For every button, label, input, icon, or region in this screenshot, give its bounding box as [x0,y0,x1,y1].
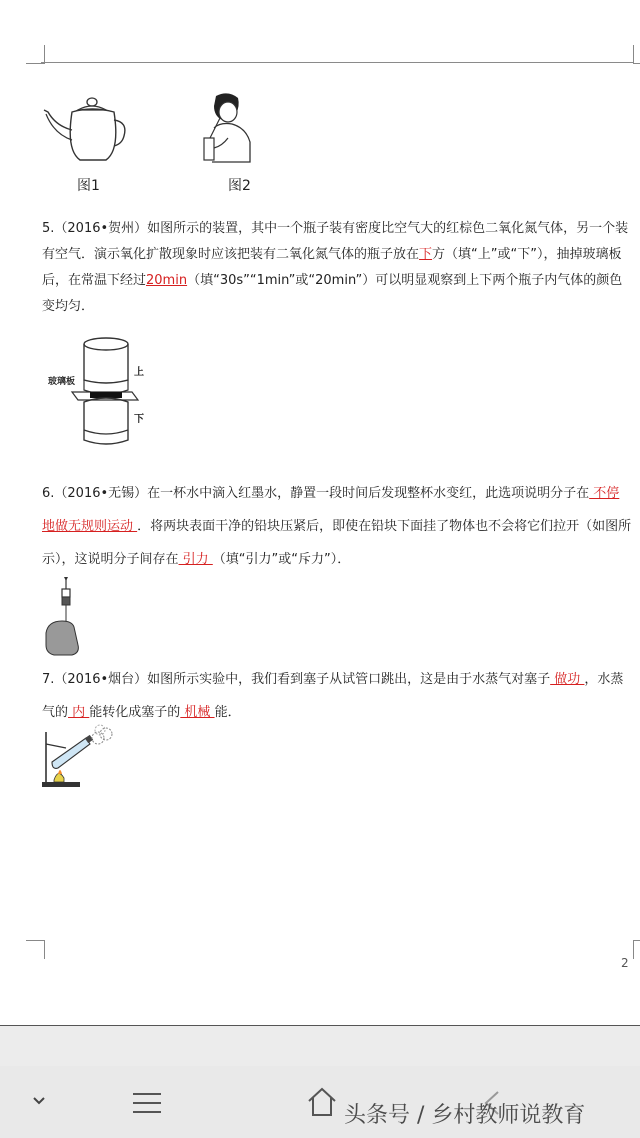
teapot-figure [42,92,128,164]
crop-mark-top-right [633,45,640,64]
boy-drinking-figure [198,92,256,164]
lead-blocks-diagram [42,575,88,657]
crop-mark-top-left [26,45,45,64]
question-6-text: 6.（2016•无锡）在一杯水中滴入红墨水，静置一段时间后发现整杯水变红，此选项说明分子在 不停地做无规则运动 ．将两块表面干净的铅块压紧后，即使在铅块下面挂了物体也不会将它们拉开（如图所示），这说明分子间存在 引力 （填“引力”或“斥力”）． [42,486,632,567]
question-7-text: 7.（2016•烟台）如图所示实验中，我们看到塞子从试管口跳出，这是由于水蒸气对塞子 做功 ，水蒸气的 内 能转化成塞子的 机械 能． [42,672,624,720]
two-jars-diagram [46,334,156,454]
test-tube-diagram [42,724,116,788]
glass-plate-label: 玻璃板 [48,377,76,387]
q5-answer-1: 下 [419,247,433,262]
home-icon[interactable] [306,1086,338,1118]
chevron-down-icon[interactable] [32,1096,46,1106]
question-5-text: 5.（2016•贺州）如图所示的装置，其中一个瓶子装有密度比空气大的红棕色二氧化氮气体，另一个装有空气．演示氧化扩散现象时应该把装有二氧化氮气体的瓶子放在下方（填“上”或“下”），抽掉玻璃板后，在常温下经过20min（填“30s”“1min”或“20min”）可以明显观察到上下两个瓶子内气体的颜色变均匀． [42,221,629,314]
header-rule [41,62,633,63]
lower-label: 下 [134,414,144,425]
crop-mark-bottom-right [633,940,640,959]
crop-mark-bottom-left [26,940,45,959]
q6-answer-1: 不停地做无规则运动 [42,486,620,534]
figure-1-caption: 图1 [77,178,100,194]
menu-icon[interactable] [132,1092,162,1114]
upper-label: 上 [134,367,144,378]
figure-2-caption: 图2 [228,178,251,194]
brand-watermark: 头条号 / 乡村教师说教育 [344,1103,586,1128]
q5-answer-2: 20min [146,273,188,288]
q7-answer-1: 做功 [550,672,585,687]
q6-answer-2: 引力 [178,552,213,567]
q7-answer-2: 内 [68,705,90,720]
page-number: 2 [621,956,629,970]
q7-answer-3: 机械 [180,705,215,720]
